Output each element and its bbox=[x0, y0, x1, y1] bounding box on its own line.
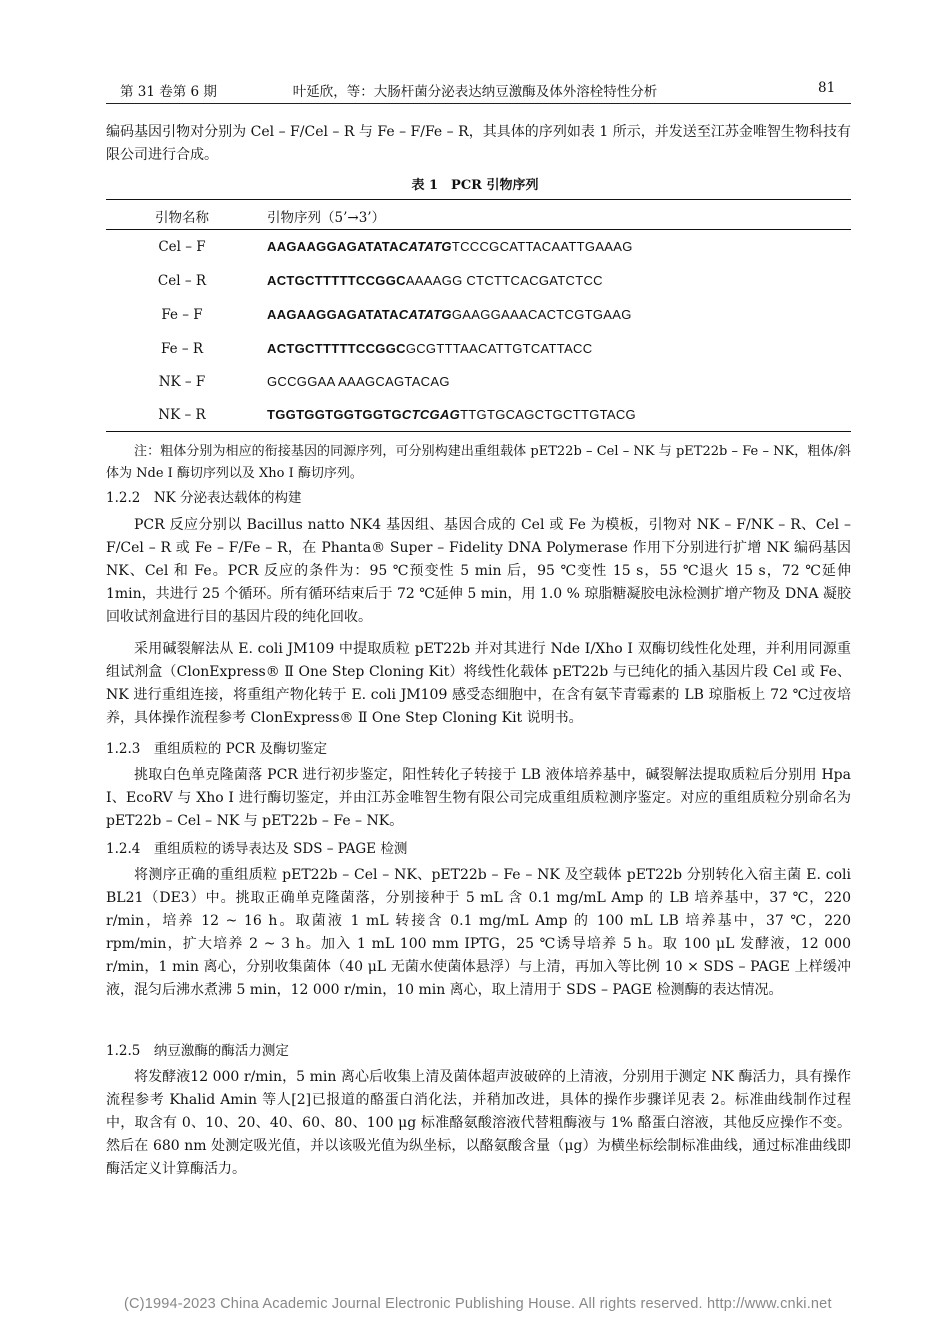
primer-name: Fe – F bbox=[161, 307, 203, 323]
section-heading-1-2-3: 1.2.3 重组质粒的 PCR 及酶切鉴定 bbox=[106, 741, 328, 757]
header-rule bbox=[106, 103, 851, 104]
paragraph: 将发酵液12 000 r/min，5 min 离心后收集上清及菌体超声波破碎的上清液，分别用于测定 NK 酶活力，具有操作流程参考 Khalid Amin 等人[2]已报道的酪蛋白消化法，并稍加改进，具体的操作步骤详见表 2。标准曲线制作过程中，取含有 0、10、20、40、60、80、100 μg 标准酪氨酸溶液代替粗酶液与 1% 酪蛋白溶液，其他反应操作不变。然后在 680 nm 处测定吸光值，并以该吸光值为纵坐标，以酪氨酸含量（μg）为横坐标绘制标准曲线，通过标准曲线即酶活定义计算酶活力。 bbox=[106, 1069, 851, 1177]
table-note: 注：粗体分别为相应的衔接基因的同源序列，可分别构建出重组载体 pET22b – Cel – NK 与 pET22b – Fe – NK，粗体/斜体为 Nde Ⅰ 酶切序列以及 Xho Ⅰ 酶切序列。 bbox=[106, 444, 851, 481]
primer-sequence: AAGAAGGAGATATACATATGGAAGGAAACACTCGTGAAG bbox=[267, 307, 632, 322]
table-caption: 表 1 PCR 引物序列 bbox=[411, 178, 539, 193]
primer-name: Cel – R bbox=[157, 273, 207, 289]
copyright-footer: (C)1994-2023 China Academic Journal Electronic Publishing House. All rights reserved. http://www.cnki.net bbox=[124, 1296, 832, 1312]
primer-sequence: ACTGCTTTTTCCGGCGCGTTTAACATTGTCATTACC bbox=[267, 341, 593, 356]
paragraph: 采用碱裂解法从 E. coli JM109 中提取质粒 pET22b 并对其进行 Nde Ⅰ/Xho Ⅰ 双酶切线性化处理，并利用同源重组试剂盒（ClonExpress® Ⅱ One Step Cloning Kit）将线性化载体 pET22b 与已纯化的插入基因片段 Cel 或 Fe、NK 进行重组连接，将重组产物化转于 E. coli JM109 感受态细胞中，在含有氨苄青霉素的 LB 琼脂板上 72 ℃过夜培养，具体操作流程参考 ClonExpress® Ⅱ One Step Cloning Kit 说明书。 bbox=[106, 641, 851, 726]
primer-name: NK – F bbox=[158, 374, 206, 390]
paragraph: 将测序正确的重组质粒 pET22b – Cel – NK、pET22b – Fe – NK 及空载体 pET22b 分别转化入宿主菌 E. coli BL21（DE3）中。挑取正确单克隆菌落，分别接种于 5 mL 含 0.1 mg/mL Amp 的 LB 培养基中，37 ℃，220 r/min，培养 12 ~ 16 h。取菌液 1 mL 转接含 0.1 mg/mL Amp 的 100 mL LB 培养基中，37 ℃，220 rpm/min，扩大培养 2 ~ 3 h。加入 1 mL 100 mm IPTG，25 ℃诱导培养 5 h。取 100 μL 发酵液，12 000 r/min，1 min 离心，分别收集菌体（40 μL 无菌水使菌体悬浮）与上清，再加入等比例 10 × SDS – PAGE 上样缓冲液，混匀后沸水煮沸 5 min，12 000 r/min，10 min 离心，取上清用于 SDS – PAGE 检测酶的表达情况。 bbox=[106, 867, 851, 998]
paragraph: PCR 反应分别以 Bacillus natto NK4 基因组、基因合成的 Cel 或 Fe 为模板，引物对 NK – F/NK – R、Cel – F/Cel – R 或 Fe – F/Fe – R，在 Phanta® Super – Fidelity DNA Polymerase 作用下分别进行扩增 NK 编码基因 NK、Cel 和 Fe。PCR 反应的条件为：95 ℃预变性 5 min 后，95 ℃变性 15 s，55 ℃退火 15 s，72 ℃延伸 1min，共进行 25 个循环。所有循环结束后于 72 ℃延伸 5 min，用 1.0 % 琼脂糖凝胶电泳检测扩增产物及 DNA 凝胶回收试剂盒进行目的基因片段的纯化回收。 bbox=[106, 517, 851, 625]
running-title: 叶延欣，等：大肠杆菌分泌表达纳豆激酶及体外溶栓特性分析 bbox=[292, 84, 658, 100]
intro-paragraph: 编码基因引物对分别为 Cel – F/Cel – R 与 Fe – F/Fe – R，其具体的序列如表 1 所示，并发送至江苏金唯智生物科技有限公司进行合成。 bbox=[106, 124, 851, 163]
paragraph: 挑取白色单克隆菌落 PCR 进行初步鉴定，阳性转化子转接于 LB 液体培养基中，碱裂解法提取质粒后分别用 Hpa Ⅰ、EcoRV 与 Xho Ⅰ 进行酶切鉴定，并由江苏金唯智生物有限公司完成重组质粒测序鉴定。对应的重组质粒分别命名为 pET22b – Cel – NK 与 pET22b – Fe – NK。 bbox=[106, 767, 851, 829]
table-bottom-rule bbox=[106, 431, 851, 432]
section-heading-1-2-2: 1.2.2 NK 分泌表达载体的构建 bbox=[106, 490, 302, 506]
page-number: 81 bbox=[818, 80, 836, 96]
primer-sequence: ACTGCTTTTTCCGGCAAAAGG CTCTTCACGATCTCC bbox=[267, 273, 603, 288]
primer-name: Fe – R bbox=[160, 341, 204, 357]
table-top-rule bbox=[106, 199, 851, 200]
table-header-name: 引物名称 bbox=[155, 210, 209, 226]
section-heading-1-2-4: 1.2.4 重组质粒的诱导表达及 SDS – PAGE 检测 bbox=[106, 841, 408, 857]
section-heading-1-2-5: 1.2.5 纳豆激酶的酶活力测定 bbox=[106, 1043, 289, 1059]
table-header-sequence: 引物序列（5’→3’） bbox=[267, 210, 386, 226]
primer-name: Cel – F bbox=[158, 239, 206, 255]
primer-name: NK – R bbox=[158, 407, 206, 423]
primer-sequence: GCCGGAA AAAGCAGTACAG bbox=[267, 374, 450, 389]
journal-volume: 第 31 卷第 6 期 bbox=[120, 84, 217, 100]
primer-sequence: TGGTGGTGGTGGTGCTCGAGTTGTGCAGCTGCTTGTACG bbox=[267, 407, 636, 422]
table-header-rule bbox=[106, 229, 851, 230]
primer-sequence: AAGAAGGAGATATACATATGTCCCGCATTACAATTGAAAG bbox=[267, 239, 633, 254]
